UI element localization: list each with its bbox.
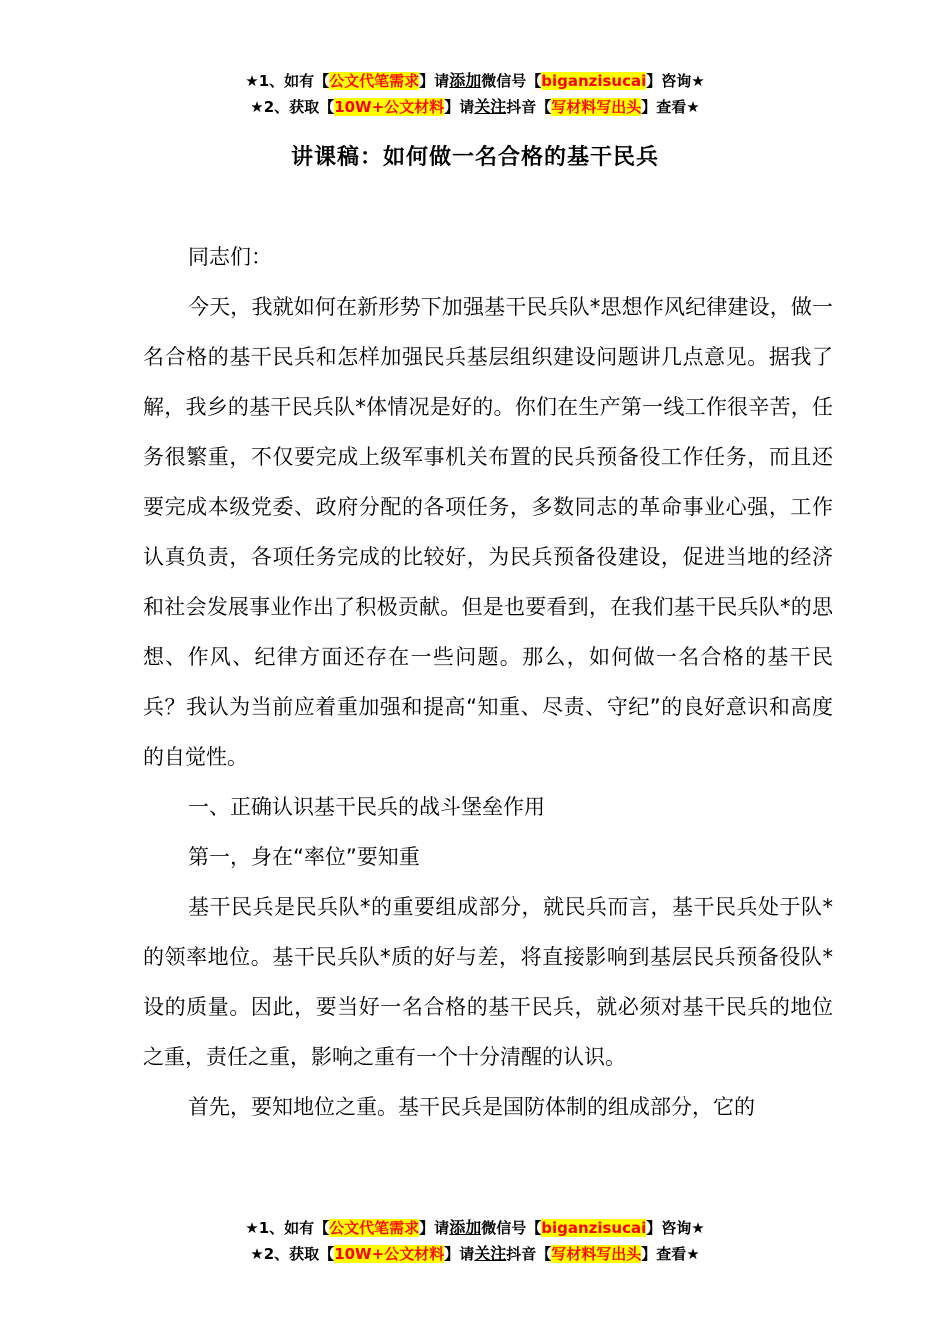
banner-text: 】请 bbox=[444, 98, 475, 116]
paragraph: 第一，身在“率位”要知重 bbox=[188, 845, 420, 869]
banner-text: 】请 bbox=[444, 1245, 475, 1263]
banner-highlight: 10W+公文材料 bbox=[334, 1245, 445, 1263]
banner-line-1 bbox=[0, 68, 950, 94]
banner-emphasis: 关注 bbox=[474, 1244, 507, 1263]
banner-text: 】请 bbox=[419, 72, 450, 90]
banner-line-1 bbox=[0, 1215, 950, 1241]
banner-text: 微信号【 bbox=[481, 1219, 542, 1237]
banner-text: 抖音【 bbox=[506, 98, 552, 116]
banner-highlight: 写材料写出头 bbox=[551, 98, 642, 116]
banner-text: 】咨询★ bbox=[646, 72, 705, 90]
header-banner bbox=[0, 68, 950, 120]
banner-highlight: biganzisucai bbox=[541, 72, 647, 90]
banner-text: 微信号【 bbox=[481, 72, 542, 90]
paragraph: 同志们： bbox=[188, 245, 272, 269]
banner-text: 】查看★ bbox=[641, 98, 700, 116]
banner-highlight: 公文代笔需求 bbox=[329, 1219, 420, 1237]
paragraph: 今天，我就如何在新形势下加强基干民兵队*思想作风纪律建设，做一名合格的基干民兵和怎样加强民兵基层组织建设问题讲几点意见。据我了解，我乡的基干民兵队*体情况是好的。你们在生产第一线工作很辛苦，任务很繁重，不仅要完成上级军事机关布置的民兵预备役工作任务，而且还要完成本级党委、政府分配的各项任务，多数同志的革命事业心强，工作认真负责，各项任务完成的比较好，为民兵预备役建设，促进当地的经济和社会发展事业作出了积极贡献。但是也要看到，在我们基干民兵队*的思想、作风、纪律方面还存在一些问题。那么，如何做一名合格的基干民兵？我认为当前应着重加强和提高“知重、尽责、守纪”的良好意识和高度的自觉性。 bbox=[143, 295, 833, 769]
paragraph: 一、正确认识基干民兵的战斗堡垒作用 bbox=[188, 795, 545, 819]
banner-emphasis: 添加 bbox=[449, 1218, 482, 1237]
banner-highlight: 写材料写出头 bbox=[551, 1245, 642, 1263]
banner-line-2 bbox=[0, 1241, 950, 1267]
banner-text: ★2、获取【 bbox=[250, 98, 335, 116]
banner-text: 】查看★ bbox=[641, 1245, 700, 1263]
banner-text: 】请 bbox=[419, 1219, 450, 1237]
banner-text: ★1、如有【 bbox=[245, 1219, 330, 1237]
footer-banner bbox=[0, 1215, 950, 1267]
banner-line-2 bbox=[0, 94, 950, 120]
banner-text: 抖音【 bbox=[506, 1245, 552, 1263]
document-body bbox=[143, 232, 833, 1132]
banner-text: ★1、如有【 bbox=[245, 72, 330, 90]
banner-text: 】咨询★ bbox=[646, 1219, 705, 1237]
banner-highlight: 10W+公文材料 bbox=[334, 98, 445, 116]
document-title: 讲课稿：如何做一名合格的基干民兵 bbox=[290, 145, 659, 170]
banner-text: ★2、获取【 bbox=[250, 1245, 335, 1263]
banner-emphasis: 添加 bbox=[449, 71, 482, 90]
banner-highlight: 公文代笔需求 bbox=[329, 72, 420, 90]
banner-emphasis: 关注 bbox=[474, 97, 507, 116]
paragraph: 基干民兵是民兵队*的重要组成部分，就民兵而言，基干民兵处于队*的领率地位。基干民兵队*质的好与差，将直接影响到基层民兵预备役队*设的质量。因此，要当好一名合格的基干民兵，就必须对基干民兵的地位之重，责任之重，影响之重有一个十分清醒的认识。 bbox=[143, 895, 833, 1069]
banner-highlight: biganzisucai bbox=[541, 1219, 647, 1237]
paragraph: 首先，要知地位之重。基干民兵是国防体制的组成部分，它的 bbox=[188, 1095, 755, 1119]
